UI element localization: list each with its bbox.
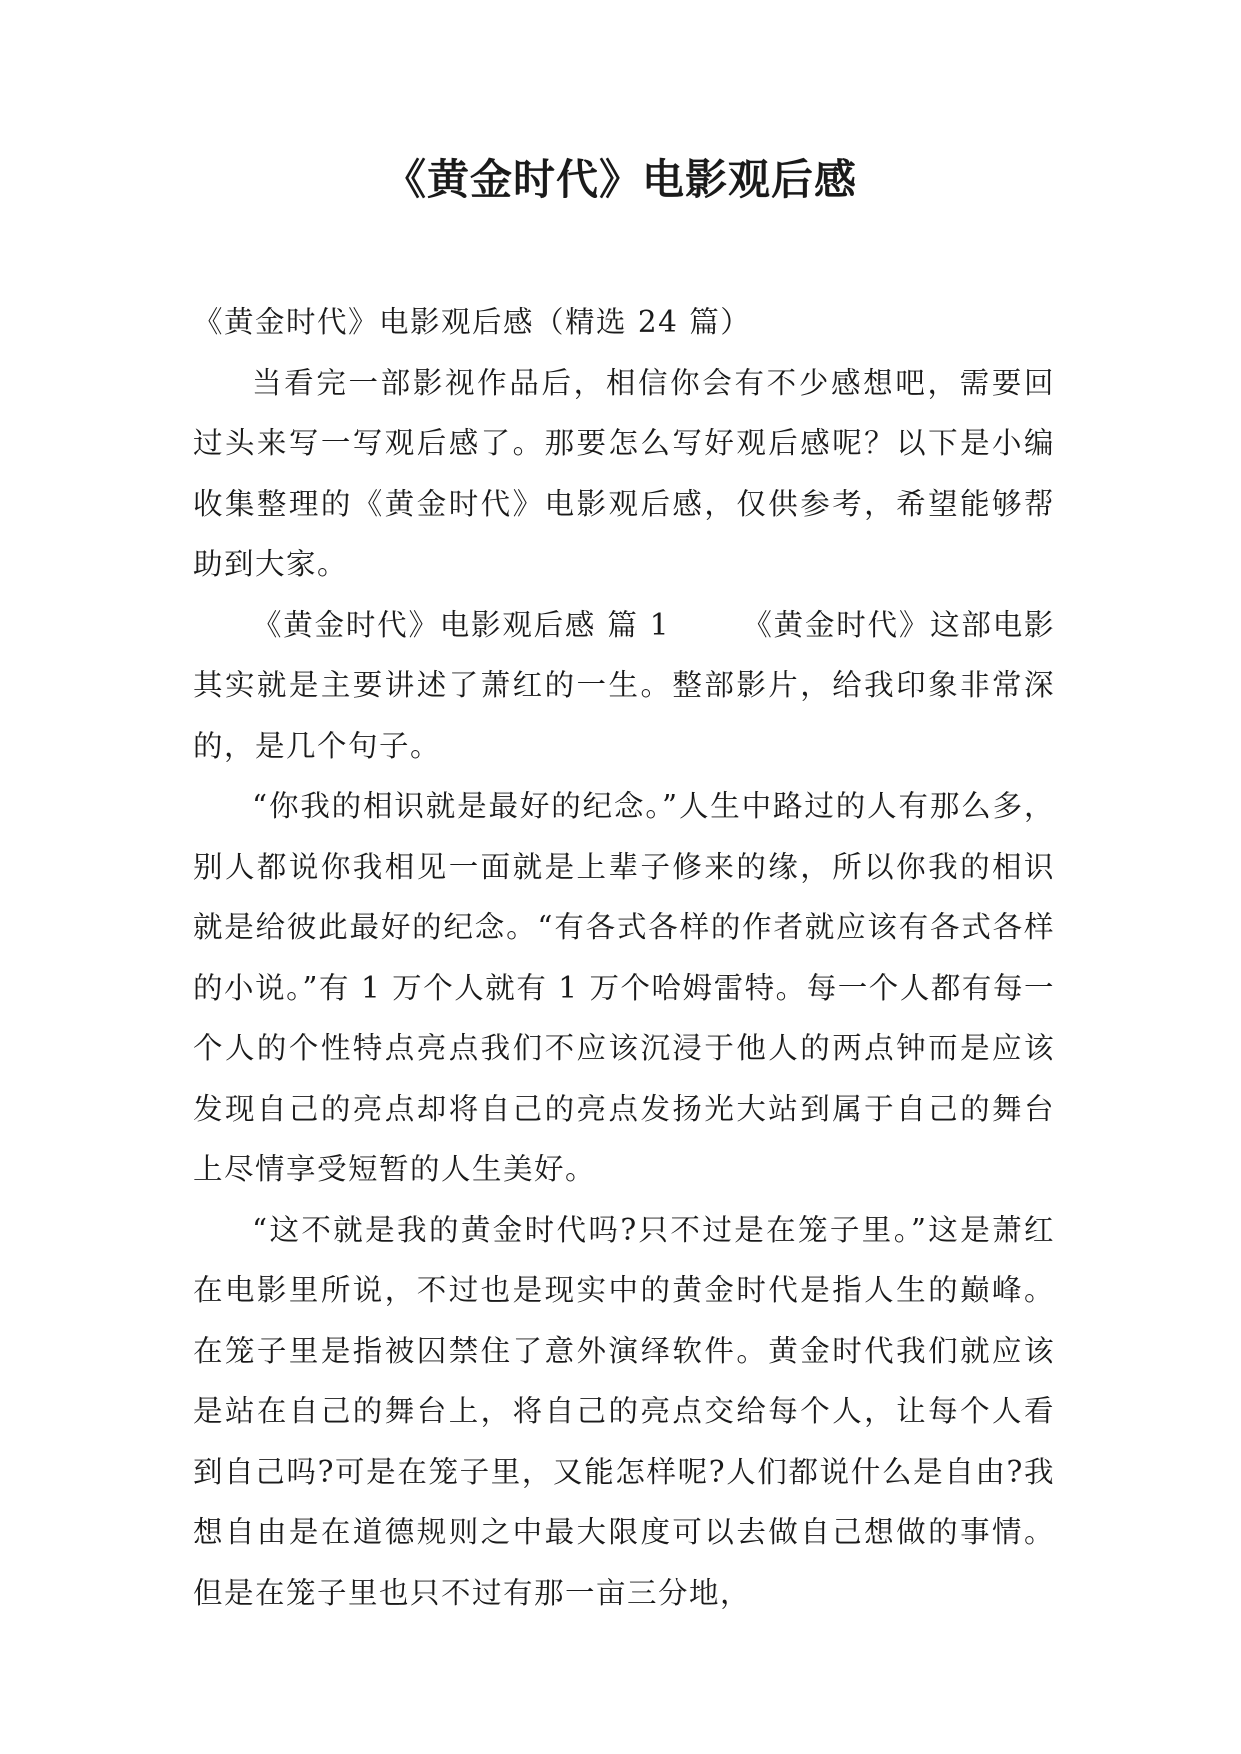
body-paragraph: “这不就是我的黄金时代吗?只不过是在笼子里。”这是萧红在电影里所说，不过也是现实中的黄金时代是指人生的巅峰。在笼子里是指被囚禁住了意外演绎软件。黄金时代我们就应该是站在自己的舞台上，将自己的亮点交给每个人，让每个人看到自己吗?可是在笼子里，又能怎样呢?人们都说什么是自由?我想自由是在道德规则之中最大限度可以去做自己想做的事情。但是在笼子里也只不过有那一亩三分地， [193, 1212, 1055, 1610]
body-paragraph: “你我的相识就是最好的纪念。”人生中路过的人有那么多，别人都说你我相见一面就是上辈子修来的缘，所以你我的相识就是给彼此最好的纪念。“有各式各样的作者就应该有各式各样的小说。”有 1 万个人就有 1 万个哈姆雷特。每一个人都有每一个人的个性特点亮点我们不应该沉浸于他人的两点钟而是应该发现自己的亮点却将自己的亮点发扬光大站到属于自己的舞台上尽情享受短暂的人生美好。 [193, 789, 1055, 1186]
section-first-text: 《黄金时代》这部电影其实就是主要讲述了萧红的一生。整部影片，给我印象非常深的，是几个句子。 [193, 607, 1055, 763]
intro-paragraph: 当看完一部影视作品后，相信你会有不少感想吧，需要回过头来写一写观后感了。那要怎么写好观后感呢？以下是小编收集整理的《黄金时代》电影观后感，仅供参考，希望能够帮助到大家。 [193, 365, 1055, 581]
document-body [193, 292, 1055, 1623]
document-title: 《黄金时代》电影观后感 [383, 155, 857, 204]
section-heading: 《黄金时代》电影观后感 篇 1 [252, 607, 671, 642]
section-1-paragraph [193, 595, 1055, 777]
document-subtitle: 《黄金时代》电影观后感（精选 24 篇） [193, 305, 752, 339]
